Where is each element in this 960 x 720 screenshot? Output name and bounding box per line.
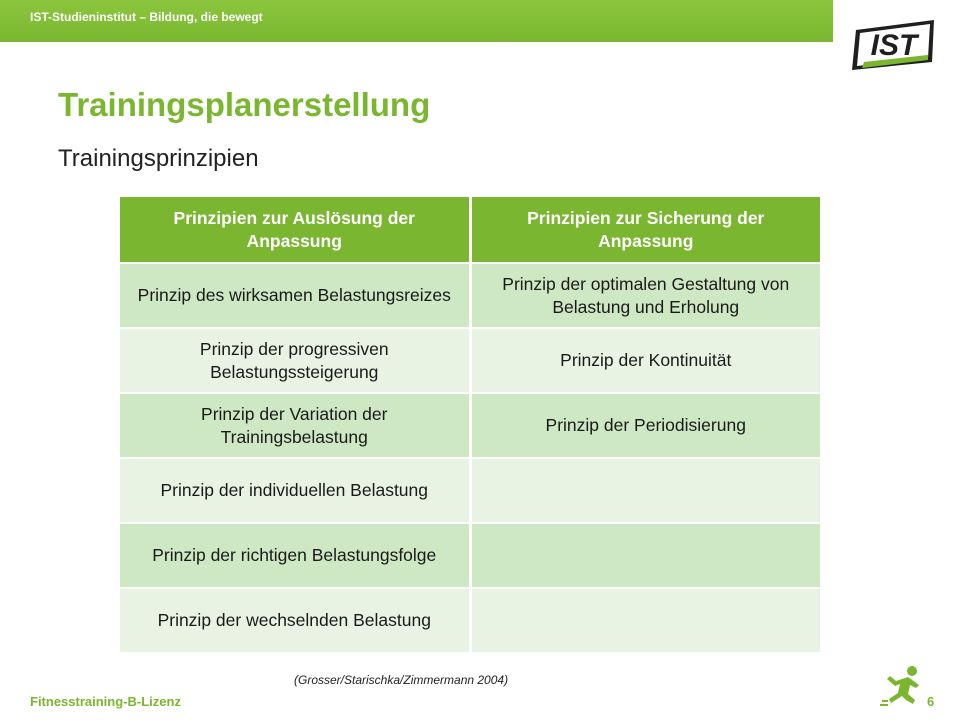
source-citation: (Grosser/Starischka/Zimmermann 2004) xyxy=(294,673,509,687)
table-cell: Prinzip der Periodisierung xyxy=(470,393,822,458)
table-row xyxy=(119,588,822,653)
table-cell: Prinzip der Variation der Trainingsbelastung xyxy=(119,393,471,458)
table-row xyxy=(119,328,822,393)
table-cell: Prinzip der richtigen Belastungsfolge xyxy=(119,523,471,588)
page-number: 6 xyxy=(927,694,935,709)
table-row xyxy=(119,523,822,588)
principles-table xyxy=(117,197,823,654)
logo-text: IST xyxy=(870,29,918,62)
ist-logo-icon xyxy=(848,18,940,72)
table-cell xyxy=(470,458,822,523)
table-row xyxy=(119,393,822,458)
table-cell xyxy=(470,588,822,653)
table-row xyxy=(119,263,822,328)
table-cell: Prinzip der wechselnden Belastung xyxy=(119,588,471,653)
page-subtitle: Trainingsprinzipien xyxy=(58,145,259,172)
runner-icon xyxy=(880,664,924,708)
header-bar xyxy=(0,0,833,42)
table-cell: Prinzip der progressiven Belastungssteigerung xyxy=(119,328,471,393)
column-header-triggering: Prinzipien zur Auslösung der Anpassung xyxy=(119,197,471,263)
page-title: Trainingsplanerstellung xyxy=(58,86,431,123)
table-header-row xyxy=(119,197,822,263)
institute-tagline: IST-Studieninstitut – Bildung, die bewegt xyxy=(30,10,263,24)
column-header-securing: Prinzipien zur Sicherung der Anpassung xyxy=(470,197,822,263)
table-cell: Prinzip der Kontinuität xyxy=(470,328,822,393)
table-cell xyxy=(470,523,822,588)
course-name: Fitnesstraining-B-Lizenz xyxy=(30,694,181,709)
table-cell: Prinzip des wirksamen Belastungsreizes xyxy=(119,263,471,328)
table-row xyxy=(119,458,822,523)
table-cell: Prinzip der optimalen Gestaltung von Belastung und Erholung xyxy=(470,263,822,328)
table-cell: Prinzip der individuellen Belastung xyxy=(119,458,471,523)
